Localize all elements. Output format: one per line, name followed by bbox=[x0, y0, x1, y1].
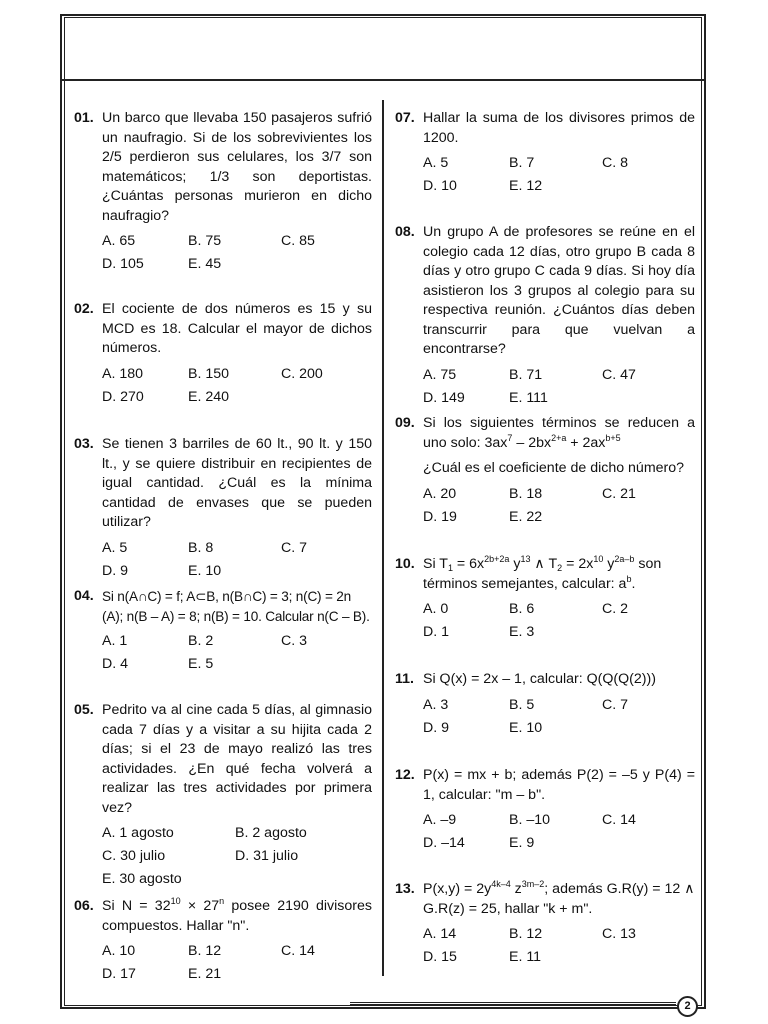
options bbox=[423, 694, 695, 740]
option-e[interactable]: E. 9 bbox=[509, 835, 535, 851]
question-number: 01. bbox=[74, 110, 94, 126]
options bbox=[423, 923, 695, 969]
option-b[interactable]: B. 12 bbox=[509, 926, 543, 942]
question-text: Un barco que llevaba 150 pasajeros sufrió un naufragio. Si de los sobrevivientes los 2/5 perdieron sus celulares, los 3/7 son matemáticos; 1/3 son deportistas. ¿Cuántas personas murieron en dicho naufragio? bbox=[102, 110, 372, 224]
option-a[interactable]: A. 20 bbox=[423, 485, 457, 502]
options bbox=[423, 483, 695, 529]
option-b[interactable]: B. 12 bbox=[188, 943, 222, 959]
options bbox=[423, 364, 695, 410]
option-e[interactable]: E. 5 bbox=[188, 656, 214, 672]
question-text-line-1: Si n(A∩C) = f; A⊂B, n(B∩C) = 3; n(C) = 2n bbox=[102, 589, 351, 604]
option-b[interactable]: B. 150 bbox=[188, 365, 230, 382]
options bbox=[102, 822, 372, 891]
option-c[interactable]: C. 30 julio bbox=[102, 848, 166, 864]
option-a[interactable]: A. 10 bbox=[102, 943, 136, 959]
question-number: 11. bbox=[395, 671, 414, 687]
option-b[interactable]: B. 2 agosto bbox=[235, 825, 307, 841]
option-e[interactable]: E. 240 bbox=[188, 388, 230, 405]
option-d[interactable]: D. 105 bbox=[102, 256, 144, 272]
header-rule bbox=[62, 79, 704, 81]
page-number: 2 bbox=[677, 996, 698, 1017]
option-d[interactable]: D. –14 bbox=[423, 835, 465, 851]
question-06 bbox=[74, 897, 372, 986]
question-07 bbox=[395, 109, 695, 198]
option-a[interactable]: A. 0 bbox=[423, 601, 449, 617]
option-b[interactable]: B. –10 bbox=[509, 812, 551, 828]
option-e[interactable]: E. 111 bbox=[509, 389, 548, 406]
question-text: Si $T_1 = 6x^{2b+2a}$ $y^{13}$ ∧ $T_2 = 2x^{10}$ $y^{2a-b}$ son términos semejantes, calcular: $a^b$. bbox=[423, 554, 662, 592]
question-13 bbox=[395, 880, 695, 969]
option-d[interactable]: D. 1 bbox=[423, 624, 450, 640]
question-number: 10. bbox=[395, 556, 415, 572]
option-c[interactable]: C. 7 bbox=[602, 696, 629, 713]
question-text: Pedrito va al cine cada 5 días, al gimnasio cada 7 días y a visitar a su hijita cada 2 días; si el 23 de mayo realizó las tres actividades. ¿En qué fecha volverá a realizar las tres actividades por primera vez? bbox=[102, 702, 372, 816]
question-12 bbox=[395, 766, 695, 855]
question-number: 03. bbox=[74, 436, 94, 452]
options bbox=[423, 598, 695, 644]
option-b[interactable]: B. 5 bbox=[509, 696, 535, 713]
option-b[interactable]: B. 8 bbox=[188, 539, 214, 556]
option-a[interactable]: A. 180 bbox=[102, 365, 144, 382]
question-text: Hallar la suma de los divisores primos de 1200. bbox=[423, 110, 695, 146]
option-a[interactable]: A. 3 bbox=[423, 696, 449, 713]
option-b[interactable]: B. 75 bbox=[188, 233, 222, 249]
question-number: 09. bbox=[395, 415, 415, 431]
options bbox=[102, 230, 372, 276]
question-number: 05. bbox=[74, 702, 94, 718]
option-b[interactable]: B. 71 bbox=[509, 366, 543, 383]
option-b[interactable]: B. 18 bbox=[509, 485, 543, 502]
option-d[interactable]: D. 149 bbox=[423, 389, 465, 406]
question-number: 07. bbox=[395, 110, 415, 126]
question-03 bbox=[74, 435, 372, 583]
option-d[interactable]: D. 17 bbox=[102, 966, 136, 982]
option-e[interactable]: E. 30 agosto bbox=[102, 871, 182, 887]
column-divider bbox=[382, 100, 384, 976]
question-09 bbox=[395, 414, 695, 529]
options bbox=[102, 363, 372, 409]
question-number: 04. bbox=[74, 588, 94, 604]
option-e[interactable]: E. 21 bbox=[188, 966, 222, 982]
option-c[interactable]: C. 200 bbox=[281, 365, 323, 382]
option-a[interactable]: A. 65 bbox=[102, 233, 136, 249]
option-e[interactable]: E. 11 bbox=[509, 949, 542, 965]
question-05 bbox=[74, 701, 372, 891]
option-a[interactable]: A. 14 bbox=[423, 926, 457, 942]
option-e[interactable]: E. 12 bbox=[509, 178, 543, 194]
option-c[interactable]: C. 14 bbox=[602, 812, 636, 828]
question-02 bbox=[74, 300, 372, 409]
question-text: Si Q(x) = 2x – 1, calcular: Q(Q(Q(2))) bbox=[423, 671, 656, 687]
question-number: 06. bbox=[74, 898, 94, 914]
options bbox=[102, 940, 372, 986]
option-e[interactable]: E. 45 bbox=[188, 256, 222, 272]
option-c[interactable]: C. 13 bbox=[602, 926, 636, 942]
options bbox=[423, 152, 695, 198]
question-text: Se tienen 3 barriles de 60 lt., 90 lt. y 150 lt., y se quiere distribuir en recipientes de igual cantidad. ¿Cuál es la mínima cantidad de envases que se pueden utilizar? bbox=[102, 436, 372, 530]
option-a[interactable]: A. 1 bbox=[102, 633, 128, 649]
option-e[interactable]: E. 22 bbox=[509, 508, 543, 525]
question-08 bbox=[395, 223, 695, 410]
question-text: El cociente de dos números es 15 y su MCD es 18. Calcular el mayor de dichos números. bbox=[102, 301, 372, 356]
option-b[interactable]: B. 2 bbox=[188, 633, 214, 649]
option-d[interactable]: D. 19 bbox=[423, 508, 457, 525]
option-e[interactable]: E. 10 bbox=[188, 562, 222, 579]
option-e[interactable]: E. 10 bbox=[509, 719, 543, 736]
option-b[interactable]: B. 7 bbox=[509, 155, 535, 171]
option-a[interactable]: A. 1 agosto bbox=[102, 825, 174, 841]
question-text: $P(x,y) = 2y^{4k-4}$ $z^{3m-2}$; además G.R(y) = 12 ∧ G.R(z) = 25, hallar "k + m". bbox=[423, 879, 695, 917]
option-c[interactable]: C. 14 bbox=[281, 943, 315, 959]
option-a[interactable]: A. 5 bbox=[423, 155, 449, 171]
option-c[interactable]: C. 7 bbox=[281, 539, 308, 556]
option-d[interactable]: D. 4 bbox=[102, 656, 129, 672]
option-c[interactable]: C. 21 bbox=[602, 485, 636, 502]
option-c[interactable]: C. 8 bbox=[602, 155, 629, 171]
question-01 bbox=[74, 109, 372, 276]
options bbox=[423, 809, 695, 855]
option-a[interactable]: A. –9 bbox=[423, 812, 457, 828]
footer-rule bbox=[350, 1002, 676, 1005]
option-d[interactable]: D. 9 bbox=[423, 719, 450, 736]
question-10 bbox=[395, 555, 695, 644]
option-b[interactable]: B. 6 bbox=[509, 601, 535, 617]
question-text: P(x) = mx + b; además P(2) = –5 y P(4) = 1, calcular: "m – b". bbox=[423, 767, 695, 803]
question-number: 08. bbox=[395, 224, 415, 240]
option-d[interactable]: D. 15 bbox=[423, 949, 457, 965]
option-e[interactable]: E. 3 bbox=[509, 624, 535, 640]
question-text bbox=[102, 587, 372, 626]
question-11 bbox=[395, 670, 695, 740]
question-04 bbox=[74, 587, 372, 676]
option-c[interactable]: C. 3 bbox=[281, 633, 308, 649]
question-text: Si los siguientes términos se reducen a uno solo: $3ax^7 - 2bx^{2+a} + 2ax^{b+5}$ ¿Cuál es el coeficiente de dicho número? bbox=[423, 415, 695, 476]
option-d[interactable]: D. 31 julio bbox=[235, 848, 299, 864]
question-text: Si $N = 32^{10} \times 27^n$ posee 2190 divisores compuestos. Hallar "n". bbox=[102, 896, 372, 934]
option-d[interactable]: D. 9 bbox=[102, 562, 129, 579]
option-c[interactable]: C. 85 bbox=[281, 233, 315, 249]
option-d[interactable]: D. 10 bbox=[423, 178, 457, 194]
question-number: 12. bbox=[395, 767, 415, 783]
option-a[interactable]: A. 75 bbox=[423, 366, 457, 383]
question-text: Un grupo A de profesores se reúne en el colegio cada 12 días, otro grupo B cada 8 días y otro grupo C cada 9 días. Si hoy día asistieron los 3 grupos al colegio para su respectiva reunión. ¿Cuántos días deben transcurrir para que vuelvan a encontrarse? bbox=[423, 224, 695, 357]
option-c[interactable]: C. 47 bbox=[602, 366, 636, 383]
option-a[interactable]: A. 5 bbox=[102, 539, 128, 556]
question-number: 13. bbox=[395, 881, 415, 897]
option-d[interactable]: D. 270 bbox=[102, 388, 144, 405]
question-number: 02. bbox=[74, 301, 94, 317]
options bbox=[102, 630, 372, 676]
question-text-line-2: (A); n(B – A) = 8; n(B) = 10. Calcular n(C – B). bbox=[102, 608, 370, 624]
option-c[interactable]: C. 2 bbox=[602, 601, 629, 617]
options bbox=[102, 537, 372, 583]
